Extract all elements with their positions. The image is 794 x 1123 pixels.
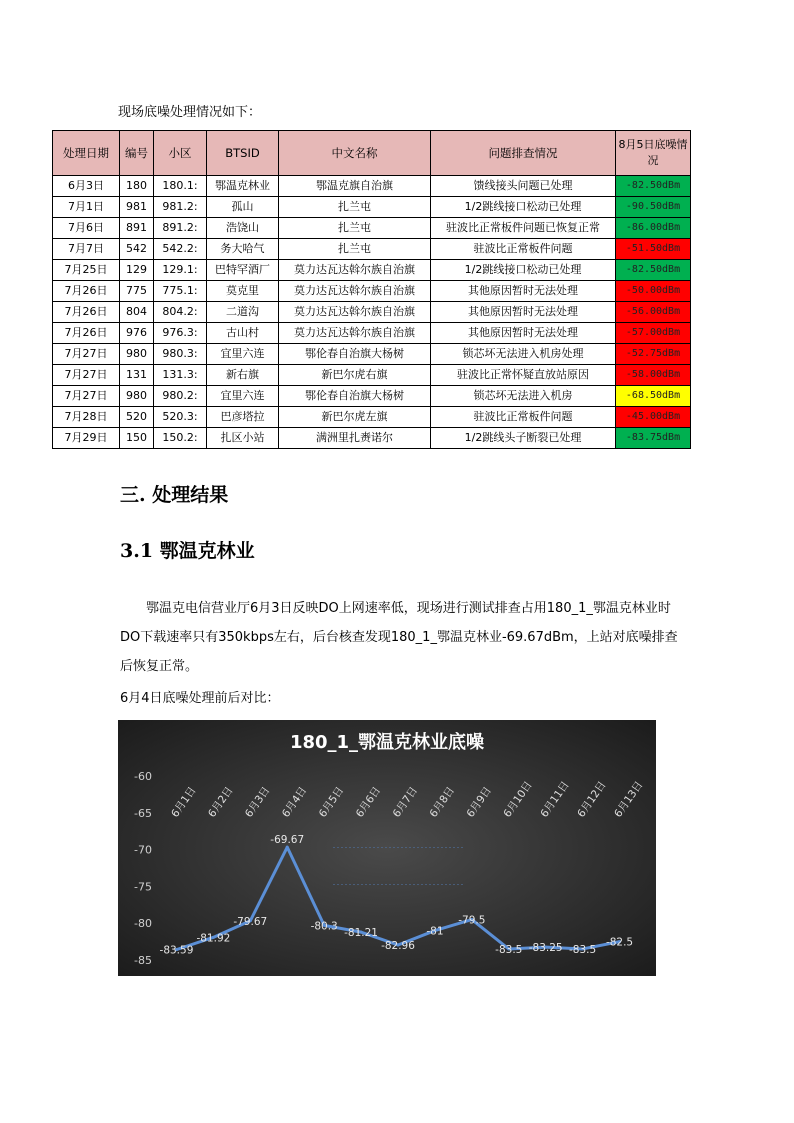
subsection-title: 3.1 鄂温克林业 — [120, 540, 255, 562]
row-issue: 锁芯坏无法进入机房处理 — [431, 344, 616, 365]
row-btsid: 孤山 — [207, 197, 279, 218]
row-issue: 其他原因暂时无法处理 — [431, 281, 616, 302]
row-issue: 驻波比正常板件问题 — [431, 407, 616, 428]
row-btsid: 巴特罕酒厂 — [207, 260, 279, 281]
row-date: 7月7日 — [53, 239, 120, 260]
row-btsid: 二道沟 — [207, 302, 279, 323]
row-name: 莫力达瓦达斡尔族自治旗 — [279, 260, 431, 281]
row-noise: -50.00dBm — [616, 281, 691, 302]
row-number: 180 — [120, 176, 154, 197]
row-issue: 其他原因暂时无法处理 — [431, 323, 616, 344]
data-label: -79.67 — [233, 915, 268, 928]
row-name: 鄂温克旗自治旗 — [279, 176, 431, 197]
row-number: 980 — [120, 386, 154, 407]
y-tick-label: -65 — [134, 806, 152, 820]
row-date: 7月27日 — [53, 386, 120, 407]
row-name: 新巴尔虎右旗 — [279, 365, 431, 386]
row-btsid: 鄂温克林业 — [207, 176, 279, 197]
header-issue: 问题排查情况 — [431, 131, 616, 176]
row-name: 莫力达瓦达斡尔族自治旗 — [279, 281, 431, 302]
data-label: -69.67 — [270, 834, 305, 847]
row-issue: 1/2跳线接口松动已处理 — [431, 260, 616, 281]
noise-line-chart — [118, 720, 656, 976]
row-date: 7月27日 — [53, 344, 120, 365]
section-title: 三. 处理结果 — [120, 484, 229, 506]
x-tick-label: 6月10日 — [501, 779, 535, 820]
table-row — [53, 176, 691, 197]
x-tick-label: 6月9日 — [464, 784, 495, 820]
x-tick-label: 6月2日 — [206, 784, 236, 820]
row-date: 7月26日 — [53, 281, 120, 302]
row-issue: 1/2跳线接口松动已处理 — [431, 197, 616, 218]
data-label: -83.59 — [159, 944, 194, 957]
data-label: -81 — [426, 925, 444, 938]
row-btsid: 巴彦塔拉 — [207, 407, 279, 428]
row-number: 981 — [120, 197, 154, 218]
table-row — [53, 365, 691, 386]
table-header-row — [53, 131, 691, 176]
table-row — [53, 407, 691, 428]
row-name: 莫力达瓦达斡尔族自治旗 — [279, 323, 431, 344]
x-tick-label: 6月12日 — [575, 779, 609, 820]
noise-table — [52, 130, 691, 449]
row-issue: 其他原因暂时无法处理 — [431, 302, 616, 323]
row-number: 150 — [120, 428, 154, 449]
row-cell: 775.1: — [154, 281, 207, 302]
data-label: -81.21 — [344, 927, 379, 940]
row-noise: -45.00dBm — [616, 407, 691, 428]
table-row — [53, 302, 691, 323]
row-btsid: 莫克里 — [207, 281, 279, 302]
row-issue: 1/2跳线头子断裂已处理 — [431, 428, 616, 449]
row-cell: 129.1: — [154, 260, 207, 281]
row-noise: -56.00dBm — [616, 302, 691, 323]
data-label: -83.25 — [528, 942, 563, 955]
row-issue: 驻波比正常板件问题 — [431, 239, 616, 260]
table-row — [53, 281, 691, 302]
data-label: -83.5 — [569, 943, 597, 956]
row-noise: -82.50dBm — [616, 260, 691, 281]
chart-caption: 6月4日底噪处理前后对比： — [120, 691, 280, 706]
body-paragraph: 鄂温克电信营业厅6月3日反映DO上网速率低，现场进行测试排查占用180_1_鄂温克林业时DO下载速率只有350kbps左右，后台核查发现180_1_鄂温克林业-69.67dBm，上站对底噪排查后恢复正常。 — [120, 601, 678, 674]
row-cell: 981.2: — [154, 197, 207, 218]
x-tick-label: 6月11日 — [538, 779, 572, 820]
row-btsid: 宜里六连 — [207, 386, 279, 407]
data-label: -82.96 — [381, 939, 415, 952]
table-row — [53, 323, 691, 344]
row-date: 7月26日 — [53, 323, 120, 344]
row-number: 976 — [120, 323, 154, 344]
row-number: 129 — [120, 260, 154, 281]
header-noise: 8月5日底噪情况 — [616, 131, 691, 176]
row-name: 鄂伦春自治旗大杨树 — [279, 344, 431, 365]
data-label: -83.5 — [495, 943, 523, 956]
row-btsid: 扎区小站 — [207, 428, 279, 449]
row-date: 7月28日 — [53, 407, 120, 428]
data-label: -81.92 — [196, 932, 231, 945]
x-tick-label: 6月6日 — [353, 784, 384, 820]
table-row — [53, 386, 691, 407]
row-name: 莫力达瓦达斡尔族自治旗 — [279, 302, 431, 323]
row-number: 542 — [120, 239, 154, 260]
row-cell: 980.2: — [154, 386, 207, 407]
row-number: 980 — [120, 344, 154, 365]
row-date: 7月25日 — [53, 260, 120, 281]
row-noise: -52.75dBm — [616, 344, 691, 365]
row-noise: -83.75dBm — [616, 428, 691, 449]
row-noise: -86.00dBm — [616, 218, 691, 239]
row-number: 131 — [120, 365, 154, 386]
row-issue: 驻波比正常怀疑直放站原因 — [431, 365, 616, 386]
row-issue: 馈线接头问题已处理 — [431, 176, 616, 197]
table-row — [53, 239, 691, 260]
row-name: 新巴尔虎左旗 — [279, 407, 431, 428]
y-tick-label: -75 — [134, 880, 152, 894]
row-cell: 891.2: — [154, 218, 207, 239]
row-btsid: 浩饶山 — [207, 218, 279, 239]
row-issue: 锁芯坏无法进入机房 — [431, 386, 616, 407]
y-tick-label: -60 — [134, 770, 152, 783]
row-name: 扎兰屯 — [279, 239, 431, 260]
row-number: 891 — [120, 218, 154, 239]
y-tick-label: -80 — [134, 917, 152, 931]
row-number: 520 — [120, 407, 154, 428]
row-issue: 驻波比正常板件问题已恢复正常 — [431, 218, 616, 239]
row-date: 7月26日 — [53, 302, 120, 323]
row-cell: 980.3: — [154, 344, 207, 365]
row-number: 804 — [120, 302, 154, 323]
chart-title: 180_1_鄂温克林业底噪 — [289, 732, 485, 753]
row-cell: 520.3: — [154, 407, 207, 428]
x-tick-label: 6月4日 — [279, 784, 310, 820]
header-name: 中文名称 — [279, 131, 431, 176]
row-date: 7月6日 — [53, 218, 120, 239]
row-btsid: 古山村 — [207, 323, 279, 344]
row-date: 7月29日 — [53, 428, 120, 449]
header-btsid: BTSID — [207, 131, 279, 176]
row-date: 7月27日 — [53, 365, 120, 386]
row-cell: 150.2: — [154, 428, 207, 449]
table-intro: 现场底噪处理情况如下： — [118, 105, 262, 120]
row-cell: 976.3: — [154, 323, 207, 344]
row-number: 775 — [120, 281, 154, 302]
row-noise: -68.50dBm — [616, 386, 691, 407]
row-btsid: 新右旗 — [207, 365, 279, 386]
data-label: -79.5 — [458, 914, 486, 927]
table-row — [53, 428, 691, 449]
table-row — [53, 344, 691, 365]
row-cell: 542.2: — [154, 239, 207, 260]
row-name: 扎兰屯 — [279, 218, 431, 239]
row-cell: 804.2: — [154, 302, 207, 323]
x-tick-label: 6月13日 — [612, 779, 646, 820]
row-noise: -57.00dBm — [616, 323, 691, 344]
row-btsid: 宜里六连 — [207, 344, 279, 365]
data-label: -80.3 — [310, 920, 338, 933]
row-noise: -51.50dBm — [616, 239, 691, 260]
y-tick-label: -85 — [134, 954, 152, 967]
row-date: 7月1日 — [53, 197, 120, 218]
x-tick-label: 6月7日 — [390, 784, 421, 820]
x-tick-label: 6月3日 — [242, 784, 273, 820]
x-tick-label: 6月8日 — [427, 784, 458, 820]
row-btsid: 务大哈气 — [207, 239, 279, 260]
header-date: 处理日期 — [53, 131, 120, 176]
x-tick-label: 6月1日 — [169, 784, 199, 820]
row-date: 6月3日 — [53, 176, 120, 197]
row-name: 满洲里扎赉诺尔 — [279, 428, 431, 449]
row-cell: 131.3: — [154, 365, 207, 386]
header-number: 编号 — [120, 131, 154, 176]
x-tick-label: 6月5日 — [316, 784, 347, 820]
y-tick-label: -70 — [134, 843, 152, 857]
row-name: 鄂伦春自治旗大杨树 — [279, 386, 431, 407]
header-cell: 小区 — [154, 131, 207, 176]
row-name: 扎兰屯 — [279, 197, 431, 218]
row-noise: -90.50dBm — [616, 197, 691, 218]
row-noise: -82.50dBm — [616, 176, 691, 197]
data-label: -82.5 — [605, 936, 634, 949]
table-row — [53, 218, 691, 239]
table-row — [53, 197, 691, 218]
table-row — [53, 260, 691, 281]
row-cell: 180.1: — [154, 176, 207, 197]
row-noise: -58.00dBm — [616, 365, 691, 386]
